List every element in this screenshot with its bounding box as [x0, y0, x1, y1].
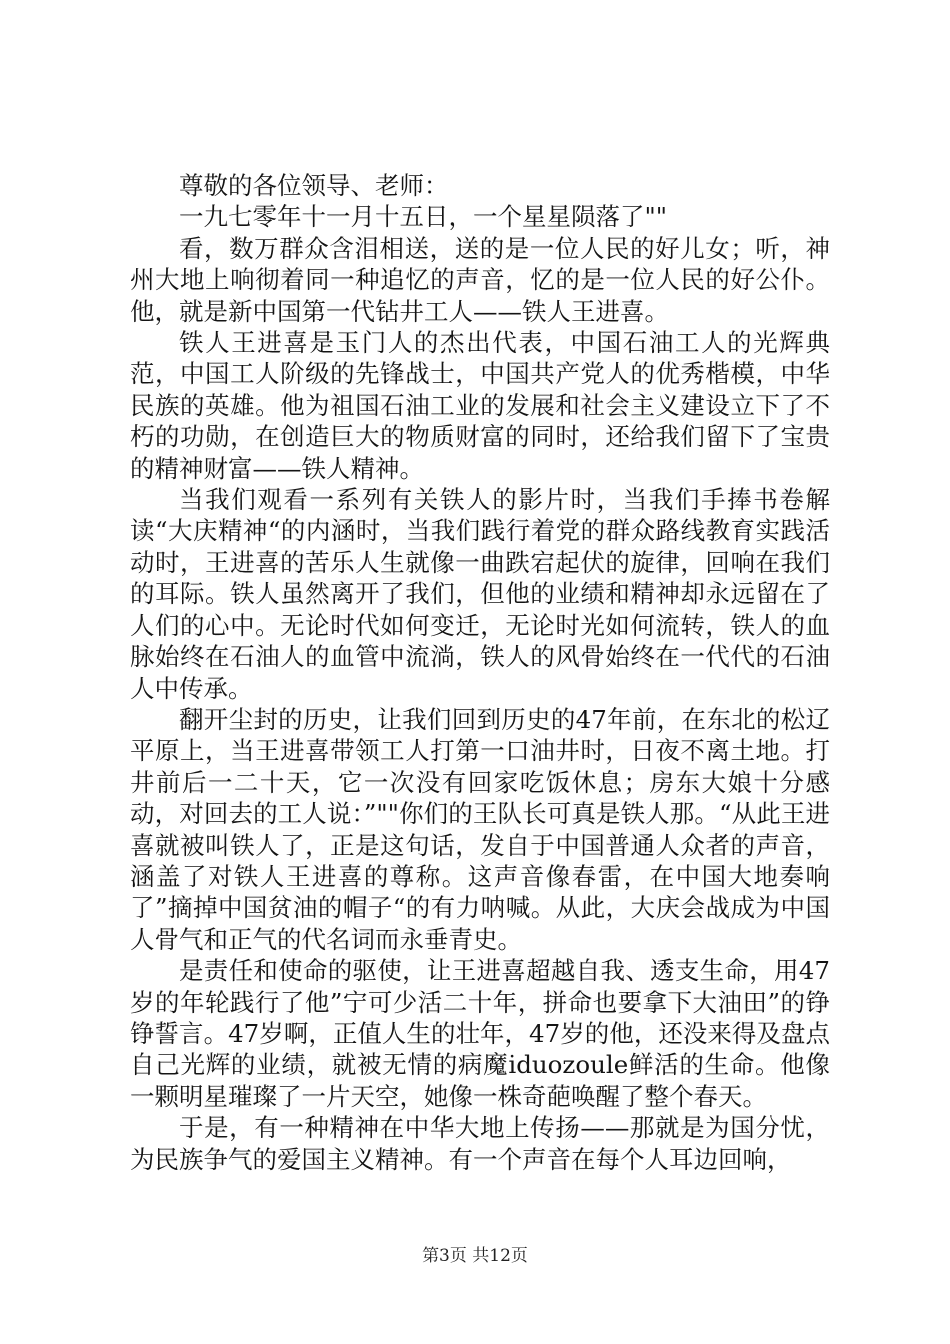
document-body	[130, 170, 830, 1175]
paragraph: 于是，有一种精神在中华大地上传扬——那就是为国分忧，为民族争气的爱国主义精神。有一个声音在每个人耳边回响，	[130, 1113, 830, 1174]
page-footer: 第3页 共12页	[422, 1246, 528, 1266]
paragraph: 看，数万群众含泪相送，送的是一位人民的好儿女；听，神州大地上响彻着同一种追忆的声音，忆的是一位人民的好公仆。他，就是新中国第一代钻井工人——铁人王进喜。	[130, 233, 830, 326]
paragraph: 铁人王进喜是玉门人的杰出代表，中国石油工人的光辉典范，中国工人阶级的先锋战士，中国共产党人的优秀楷模，中华民族的英雄。他为祖国石油工业的发展和社会主义建设立下了不朽的功勋，在创造巨大的物质财富的同时，还给我们留下了宝贵的精神财富——铁人精神。	[130, 328, 830, 483]
paragraph: 一九七零年十一月十五日，一个星星陨落了""	[179, 202, 668, 232]
paragraph: 当我们观看一系列有关铁人的影片时，当我们手捧书卷解读“大庆精神“的内涵时，当我们践行着党的群众路线教育实践活动时，王进喜的苦乐人生就像一曲跌宕起伏的旋律，回响在我们的耳际。铁人虽然离开了我们，但他的业绩和精神却永远留在了人们的心中。无论时代如何变迁，无论时光如何流转，铁人的血脉始终在石油人的血管中流淌，铁人的风骨始终在一代代的石油人中传承。	[130, 485, 830, 703]
salutation: 尊敬的各位领导、老师：	[179, 171, 449, 200]
paragraph: 翻开尘封的历史，让我们回到历史的47年前，在东北的松辽平原上，当王进喜带领工人打第一口油井时，日夜不离土地。打井前后一二十天，它一次没有回家吃饭休息；房东大娘十分感动，对回去的工人说：”""你们的王队长可真是铁人那。“从此王进喜就被叫铁人了，正是这句话，发自于中国普通人众者的声音，涵盖了对铁人王进喜的尊称。这声音像春雷，在中国大地奏响了”摘掉中国贫油的帽子“的有力呐喊。从此，大庆会战成为中国人骨气和正气的代名词而永垂青史。	[130, 704, 830, 954]
paragraph: 是责任和使命的驱使，让王进喜超越自我、透支生命，用47岁的年轮践行了他”宁可少活二十年，拼命也要拿下大油田”的铮铮誓言。47岁啊，正值人生的壮年，47岁的他，还没来得及盘点自己光辉的业绩，就被无情的病魔iduozoule鲜活的生命。他像一颗明星璀璨了一片天空，她像一株奇葩唤醒了整个春天。	[130, 956, 830, 1111]
